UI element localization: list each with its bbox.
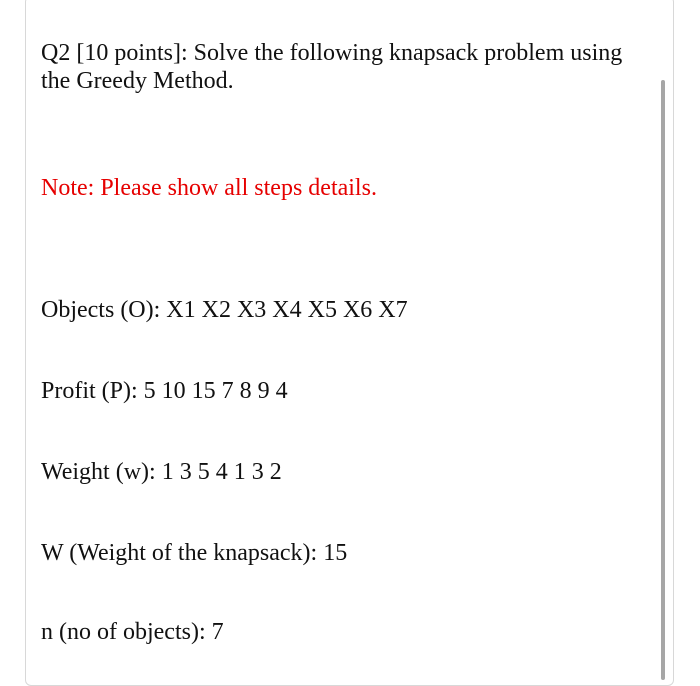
weight-line: Weight (w): 1 3 5 4 1 3 2 xyxy=(41,459,282,485)
question-title-line2: the Greedy Method. xyxy=(41,68,234,94)
question-card xyxy=(25,0,674,686)
objects-line: Objects (O): X1 X2 X3 X4 X5 X6 X7 xyxy=(41,297,408,323)
question-title-line1: Q2 [10 points]: Solve the following knapsack problem using xyxy=(41,40,623,66)
object-count-line: n (no of objects): 7 xyxy=(41,619,224,645)
vertical-scrollbar[interactable] xyxy=(661,80,665,680)
profit-line: Profit (P): 5 10 15 7 8 9 4 xyxy=(41,378,288,404)
note-text: Note: Please show all steps details. xyxy=(41,175,377,201)
knapsack-capacity-line: W (Weight of the knapsack): 15 xyxy=(41,540,348,566)
